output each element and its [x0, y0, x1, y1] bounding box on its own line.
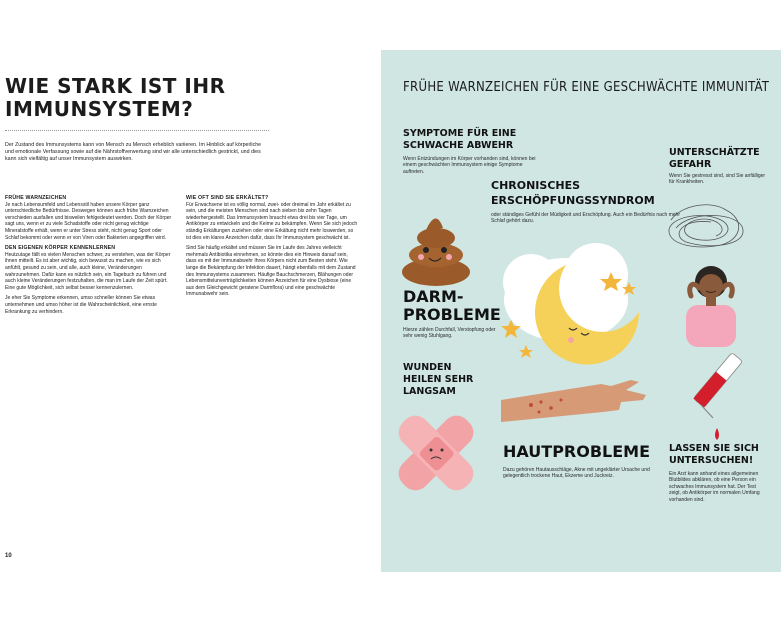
section-body: Heutzutage fällt es vielen Menschen schwer, zu verstehen, was der Körper ihnen mitteilt. Es ist aber wichtig, sich bewusst zu machen, wie es sich anfühlt, gesund zu sein, und alle, auch kleine, Veränderungen wahrzunehmen. Dafür kann es nützlich sein, ein Tagebuch zu führen und auch kleine Veränderungen festzuhalten, die man im Laufe der Zeit spürt. Eine gute Möglichkeit, sich selbst besser kennenzulernen. [5, 251, 171, 291]
section-heading: DEN EIGENEN KÖRPER KENNENLERNEN [5, 245, 116, 252]
poop-icon [402, 218, 470, 286]
section-heading: WIE OFT SIND SIE ERKÄLTET? [186, 195, 269, 201]
chronic-heading: CHRONISCHES ERSCHÖPFUNGSSYNDROM [491, 179, 655, 207]
title-divider [5, 130, 269, 131]
page-number: 10 [5, 553, 12, 559]
syringe-icon [693, 353, 742, 440]
section-body: Sind Sie häufig erkältet und müssen Sie im Laufe des Jahres vielleicht mehrmals Antibiotika einnehmen, so könnte dies ein Hinweis darauf sein, dass es mit der Immunabwehr Ihres Körpers nicht zum Besten steht. Wie lange die Bekämpfung der Infektion dauert, hängt ebenfalls mit dem Zustand des Immunsystems zusammen. Häufige Bauchschmerzen, Blähungen oder Lebensmittelunverträglichkeiten können Anzeichen für eine Dysbiose (eine aus dem Gleichgewicht geratene Darmflora) und eine geschwächte Immunabwehr sein. [186, 245, 356, 298]
section-body: Je eher Sie Symptome erkennen, umso schneller können Sie etwas unternehmen und umso höher ist die Wahrscheinlichkeit, eine ernste Erkrankung zu verhindern. [5, 295, 157, 315]
right-column [186, 195, 358, 302]
plaster-icon [393, 410, 479, 496]
left-column [5, 195, 173, 319]
haut-heading: HAUTPROBLEME [503, 442, 651, 461]
infographic-title: FRÜHE WARNZEICHEN FÜR EINE GESCHWÄCHTE IMMUNITÄT [403, 80, 770, 95]
intro-text: Der Zustand des Immunsystems kann von Mensch zu Mensch erheblich variieren. Im Hinblick auf körperliche und emotionale Verfassung sowie auf die Nährstoffverwertung sind wir alle unterschiedlich gestrickt, und dies kann sich vielfältig auf unser Immunsystem auswirken. [5, 142, 262, 162]
darm-text: Hierze zählen Durchfall, Verstopfung oder sehr wenig Stuhlgang. [403, 327, 496, 340]
chronic-text: oder ständiges Gefühl der Müdigkeit und Erschöpfung. Auch ein Bedürfnis nach mehr Schlaf gehört dazu. [491, 212, 681, 225]
section-body: Je nach Lebensumfeld und Lebensstil haben unsere Körper ganz unterschiedliche Bedürfnisse. Deswegen können auch frühe Warnzeichen verschieden ausfallen und bisweilen fehlgedeutet werden. Doch der Körper sagt uns, wenn er zu viele Schadstoffe oder nicht genug wichtige Mineralstoffe erhält, wenn er unter Stress steht, nicht genug Sport oder Schlaf bekommt oder wenn er von Viren oder Bakterien angegriffen wird. [5, 201, 172, 241]
test-heading: LASSEN SIE SICH UNTERSUCHEN! [669, 443, 759, 466]
moon-cloud-icon [501, 243, 639, 365]
darm-heading: DARM-PROBLEME [403, 287, 501, 324]
page-title: WIE STARK IST IHR IMMUNSYSTEM? [5, 74, 226, 121]
infographic-panel [381, 50, 781, 572]
haut-text: Dazu gehören Hautausschläge, Akne mit ungeklärter Ursache und gelegentlich trockene Haut, Ekzeme und Juckreiz. [503, 467, 650, 480]
abwehr-text: Wenn Entzündungen im Körper vorhanden sind, können bei einem geschwächten Immunsystem einige Symptome auftreten. [403, 156, 536, 175]
gefahr-heading: UNTERSCHÄTZTE GEFAHR [669, 147, 760, 170]
abwehr-heading: SYMPTOME FÜR EINE SCHWACHE ABWEHR [403, 128, 517, 151]
wunden-heading: WUNDEN HEILEN SEHR LANGSAM [403, 362, 474, 397]
stressed-person-icon [686, 266, 736, 347]
gefahr-text: Wenn Sie gestresst sind, sind Sie anfälliger für Krankheiten. [669, 173, 766, 186]
section-body: Für Erwachsene ist es völlig normal, zwei- oder dreimal im Jahr erkältet zu sein, und die meisten Menschen sind nach sieben bis zehn Tagen wiederhergestellt. Das Immunsystem braucht etwa drei bis vier Tage, um Antikörper zu entwickeln und die Keime zu bekämpfen. Wenn Sie sich jedoch ständig Erkältungen zuziehen oder eine Erkältung nicht mehr loswerden, so ist dies ein klares Anzeichen dafür, dass Ihr Immunsystem geschwächt ist. [186, 201, 358, 241]
section-heading: FRÜHE WARNZEICHEN [5, 195, 67, 201]
arm-icon [501, 380, 646, 422]
test-text: Ein Arzt kann anhand eines allgemeinen Blutbildes abklären, ob eine Person ein schwaches Immunsystem hat. Der Test zeigt, ob Antikörper im normalen Umfang vorhanden sind. [669, 471, 760, 503]
